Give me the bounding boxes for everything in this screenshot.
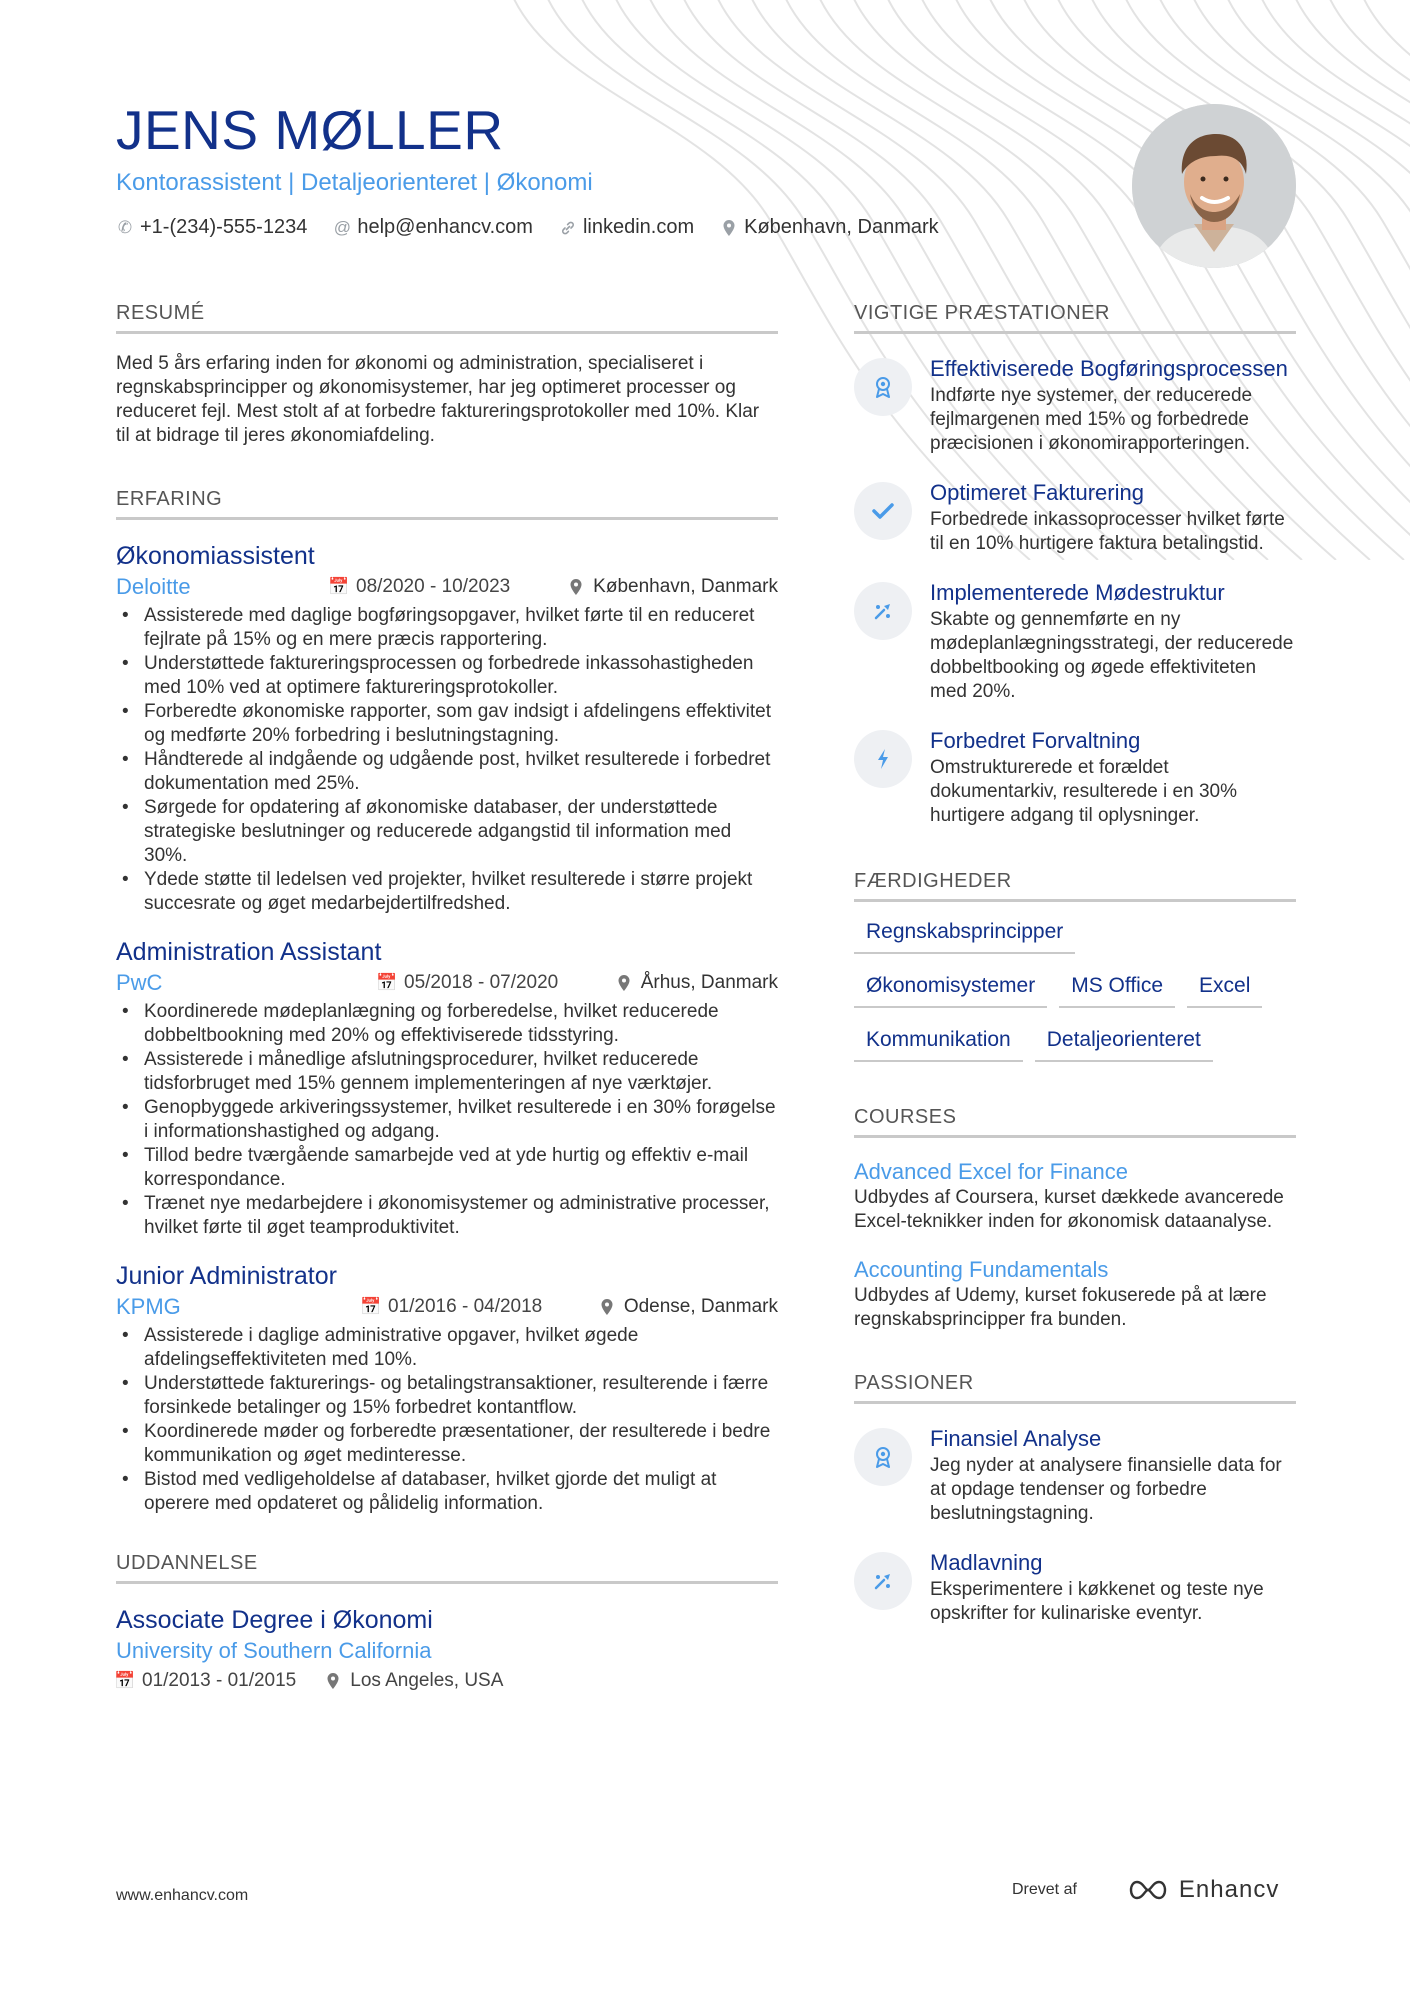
skill-tag: Excel [1187,974,1262,1008]
footer-branding [1012,1876,1279,1904]
skill-tag: Detaljeorienteret [1035,1028,1213,1062]
link-icon [559,220,577,236]
calendar-icon: 📅 [328,577,350,596]
left-column [116,302,778,1732]
enhancv-logo-icon [1125,1878,1171,1902]
job-dates [362,1296,542,1318]
achievements-section [854,302,1296,828]
achievement-title: Implementerede Mødestruktur [930,580,1225,605]
skill-tag: Kommunikation [854,1028,1023,1062]
medal-icon [854,358,912,416]
achievements-heading: VIGTIGE PRÆSTATIONER [854,302,1296,334]
skill-tag: Regnskabsprincipper [854,920,1075,954]
profile-photo [1132,104,1296,268]
check-icon [854,482,912,540]
job-bullets [116,1324,778,1516]
bullet-item: • Assisterede med daglige bogføringsopgaver, hvilket førte til en reduceret fejlrate på 15% og en mere præcis rapportering. [116,604,778,652]
passion-item [854,1424,1296,1526]
contact-location-text: København, Danmark [744,216,939,238]
job-dates [330,576,510,598]
powered-by-label: Drevet af [1012,1881,1077,1898]
summary-heading: RESUMÉ [116,302,778,334]
bullet-item: • Assisterede i daglige administrative opgaver, hvilket øgede afdelingseffektiviteten med 10%. [116,1324,778,1372]
tools-icon [854,1552,912,1610]
calendar-icon: 📅 [360,1297,382,1316]
job-bullets [116,604,778,916]
contact-email-text: help@enhancv.com [357,216,533,238]
job-entry [116,1260,778,1516]
job-dates-text: 08/2020 - 10/2023 [356,576,511,597]
passions-heading: PASSIONER [854,1372,1296,1404]
achievement-desc: Forbedrede inkassoprocesser hvilket førte til en 10% hurtigere faktura betalingstid. [930,509,1285,554]
courses-section [854,1106,1296,1332]
job-location [615,972,778,994]
course-item [854,1256,1296,1332]
candidate-name: JENS MØLLER [116,99,504,161]
contact-linkedin-text: linkedin.com [582,216,695,238]
skills-list [854,920,1296,1062]
education-school: University of Southern California [116,1638,432,1663]
job-entry [116,540,778,916]
bullet-item: • Ydede støtte til ledelsen ved projekter, hvilket resulterede i større projekt succesrate og øget medarbejdertilfredshed. [116,868,778,916]
brand-name: Enhancv [1178,1876,1280,1903]
wave-line [1292,0,1410,560]
passions-section [854,1372,1296,1626]
achievement-title: Forbedret Forvaltning [930,728,1141,753]
achievement-item [854,578,1296,704]
wave-line [1326,0,1410,560]
job-company: Deloitte [116,574,191,599]
job-company: KPMG [116,1294,181,1319]
calendar-icon: 📅 [376,973,398,992]
location-icon [615,974,633,992]
bullet-item: • Understøttede faktureringsprocessen og forbedrede inkassohastigheden med 10% ved at optimere faktureringsprotokoller. [116,652,778,700]
job-bullets [116,1000,778,1240]
location-icon [598,1298,616,1316]
contact-linkedin[interactable] [559,216,694,239]
bullet-item: • Håndterede al indgående og udgående post, hvilket resulterede i forbedret dokumentation med 25%. [116,748,778,796]
bullet-item: • Koordinerede mødeplanlægning og forberedelse, hvilket reducerede dobbeltbookning med 20% og effektiviserede tidsstyring. [116,1000,778,1048]
bullet-item: • Bistod med vedligeholdelse af databaser, hvilket gjorde det muligt at operere med opdateret og pålidelig information. [116,1468,778,1516]
contact-phone-text: +1-(234)-555-1234 [140,216,308,238]
education-section [116,1552,778,1692]
job-meta [116,574,778,600]
job-dates-text: 05/2018 - 07/2020 [404,972,559,993]
education-meta [116,1670,778,1692]
course-desc: Udbydes af Udemy, kurset fokuserede på at lære regnskabsprincipper fra bunden. [854,1285,1267,1330]
tools-icon [854,582,912,640]
education-degree: Associate Degree i Økonomi [116,1606,433,1634]
candidate-tagline: Kontorassistent | Detaljeorienteret | Økonomi [116,169,593,196]
experience-section [116,488,778,1516]
bullet-item: • Trænet nye medarbejdere i økonomisystemer og administrative processer, hvilket førte til øget teamproduktivitet. [116,1192,778,1240]
achievement-item [854,478,1296,556]
location-icon [720,219,738,237]
bullet-item: • Genopbyggede arkiveringssystemer, hvilket resulterede i en 30% forøgelse i informationshastighed og adgang. [116,1096,778,1144]
phone-icon: ✆ [117,217,133,237]
right-column [854,302,1296,1666]
job-location-text: Odense, Danmark [623,1296,778,1317]
education-location-text: Los Angeles, USA [350,1670,504,1691]
resume-header [116,96,1096,239]
job-company: PwC [116,970,163,995]
bullet-item: • Assisterede i månedlige afslutningsprocedurer, hvilket reducerede tidsforbruget med 15% gennem implementeringen af nye værktøjer. [116,1048,778,1096]
education-heading: UDDANNELSE [116,1552,778,1584]
achievement-desc: Indførte nye systemer, der reducerede fejlmargenen med 15% og forbedrede præcisionen i økonomirapporteringen. [930,385,1253,454]
course-item [854,1158,1296,1234]
passion-title: Finansiel Analyse [930,1426,1102,1451]
summary-section [116,302,778,448]
passion-item [854,1548,1296,1626]
achievement-title: Effektiviserede Bogføringsprocessen [930,356,1288,381]
contact-list [116,216,1096,239]
course-desc: Udbydes af Coursera, kurset dækkede avancerede Excel-teknikker inden for økonomisk dataanalyse. [854,1187,1284,1232]
education-dates-text: 01/2013 - 01/2015 [142,1670,297,1691]
skills-heading: FÆRDIGHEDER [854,870,1296,902]
job-meta [116,1294,778,1320]
job-meta [116,970,778,996]
achievement-item [854,354,1296,456]
contact-location [720,216,939,239]
at-icon: @ [333,217,351,237]
skills-section [854,870,1296,1062]
achievement-title: Optimeret Fakturering [930,480,1144,505]
passion-desc: Eksperimentere i køkkenet og teste nye opskrifter for kulinariske eventyr. [930,1579,1264,1624]
course-title: Accounting Fundamentals [854,1257,1109,1282]
job-dates-text: 01/2016 - 04/2018 [388,1296,543,1317]
job-entry [116,936,778,1240]
job-location [567,576,778,598]
skill-tag: Økonomisystemer [854,974,1047,1008]
footer-website[interactable]: www.enhancv.com [116,1887,249,1904]
passion-desc: Jeg nyder at analysere finansielle data for at opdage tendenser og forbedre beslutningstagning. [930,1455,1282,1524]
contact-email[interactable] [333,216,533,239]
courses-heading: COURSES [854,1106,1296,1138]
location-icon [567,578,585,596]
education-location [324,1670,503,1692]
achievement-item [854,726,1296,828]
job-location-text: Århus, Danmark [640,972,778,993]
wave-line [1360,0,1410,560]
bullet-item: • Tillod bedre tværgående samarbejde ved at yde hurtig og effektiv e-mail korrespondance. [116,1144,778,1192]
location-icon [324,1672,342,1690]
education-dates [116,1670,296,1692]
bullet-item: • Koordinerede møder og forberedte præsentationer, der resulterede i bedre kommunikation og øget medinteresse. [116,1420,778,1468]
job-location-text: København, Danmark [593,576,778,597]
achievement-desc: Skabte og gennemførte en ny mødeplanlægningsstrategi, der reducerede dobbeltbooking og øgede effektiviteten med 20%. [930,609,1294,702]
medal-icon [854,1428,912,1486]
brand-logo[interactable] [1125,1876,1279,1904]
achievement-desc: Omstrukturerede et forældet dokumentarkiv, resulterede i en 30% hurtigere adgang til oplysninger. [930,757,1237,826]
bullet-item: • Forberedte økonomiske rapporter, som gav indsigt i afdelingens effektivitet og medførte 20% forbedring i beslutningstagning. [116,700,778,748]
course-title: Advanced Excel for Finance [854,1159,1128,1184]
bolt-icon [854,730,912,788]
job-title: Administration Assistant [116,938,382,966]
job-dates [378,972,558,994]
contact-phone[interactable] [116,216,307,239]
skill-tag: MS Office [1059,974,1175,1008]
job-title: Junior Administrator [116,1262,337,1290]
job-location [598,1296,778,1318]
passion-title: Madlavning [930,1550,1043,1575]
job-title: Økonomiassistent [116,542,315,570]
summary-text: Med 5 års erfaring inden for økonomi og administration, specialiseret i regnskabsprincipper og økonomisystemer, har jeg optimeret processer og reduceret fejl. Mest stolt af at forbedre faktureringsprotokoller med 10%. Klar til at bidrage til jeres økonomiafdeling. [116,353,760,446]
bullet-item: • Understøttede fakturerings- og betalingstransaktioner, resulterende i færre forsinkede betalinger og 15% forbedret kontantflow. [116,1372,778,1420]
experience-heading: ERFARING [116,488,778,520]
bullet-item: • Sørgede for opdatering af økonomiske databaser, der understøttede strategiske beslutninger og reducerede adgangstid til information med 30%. [116,796,778,868]
calendar-icon: 📅 [114,1671,136,1690]
